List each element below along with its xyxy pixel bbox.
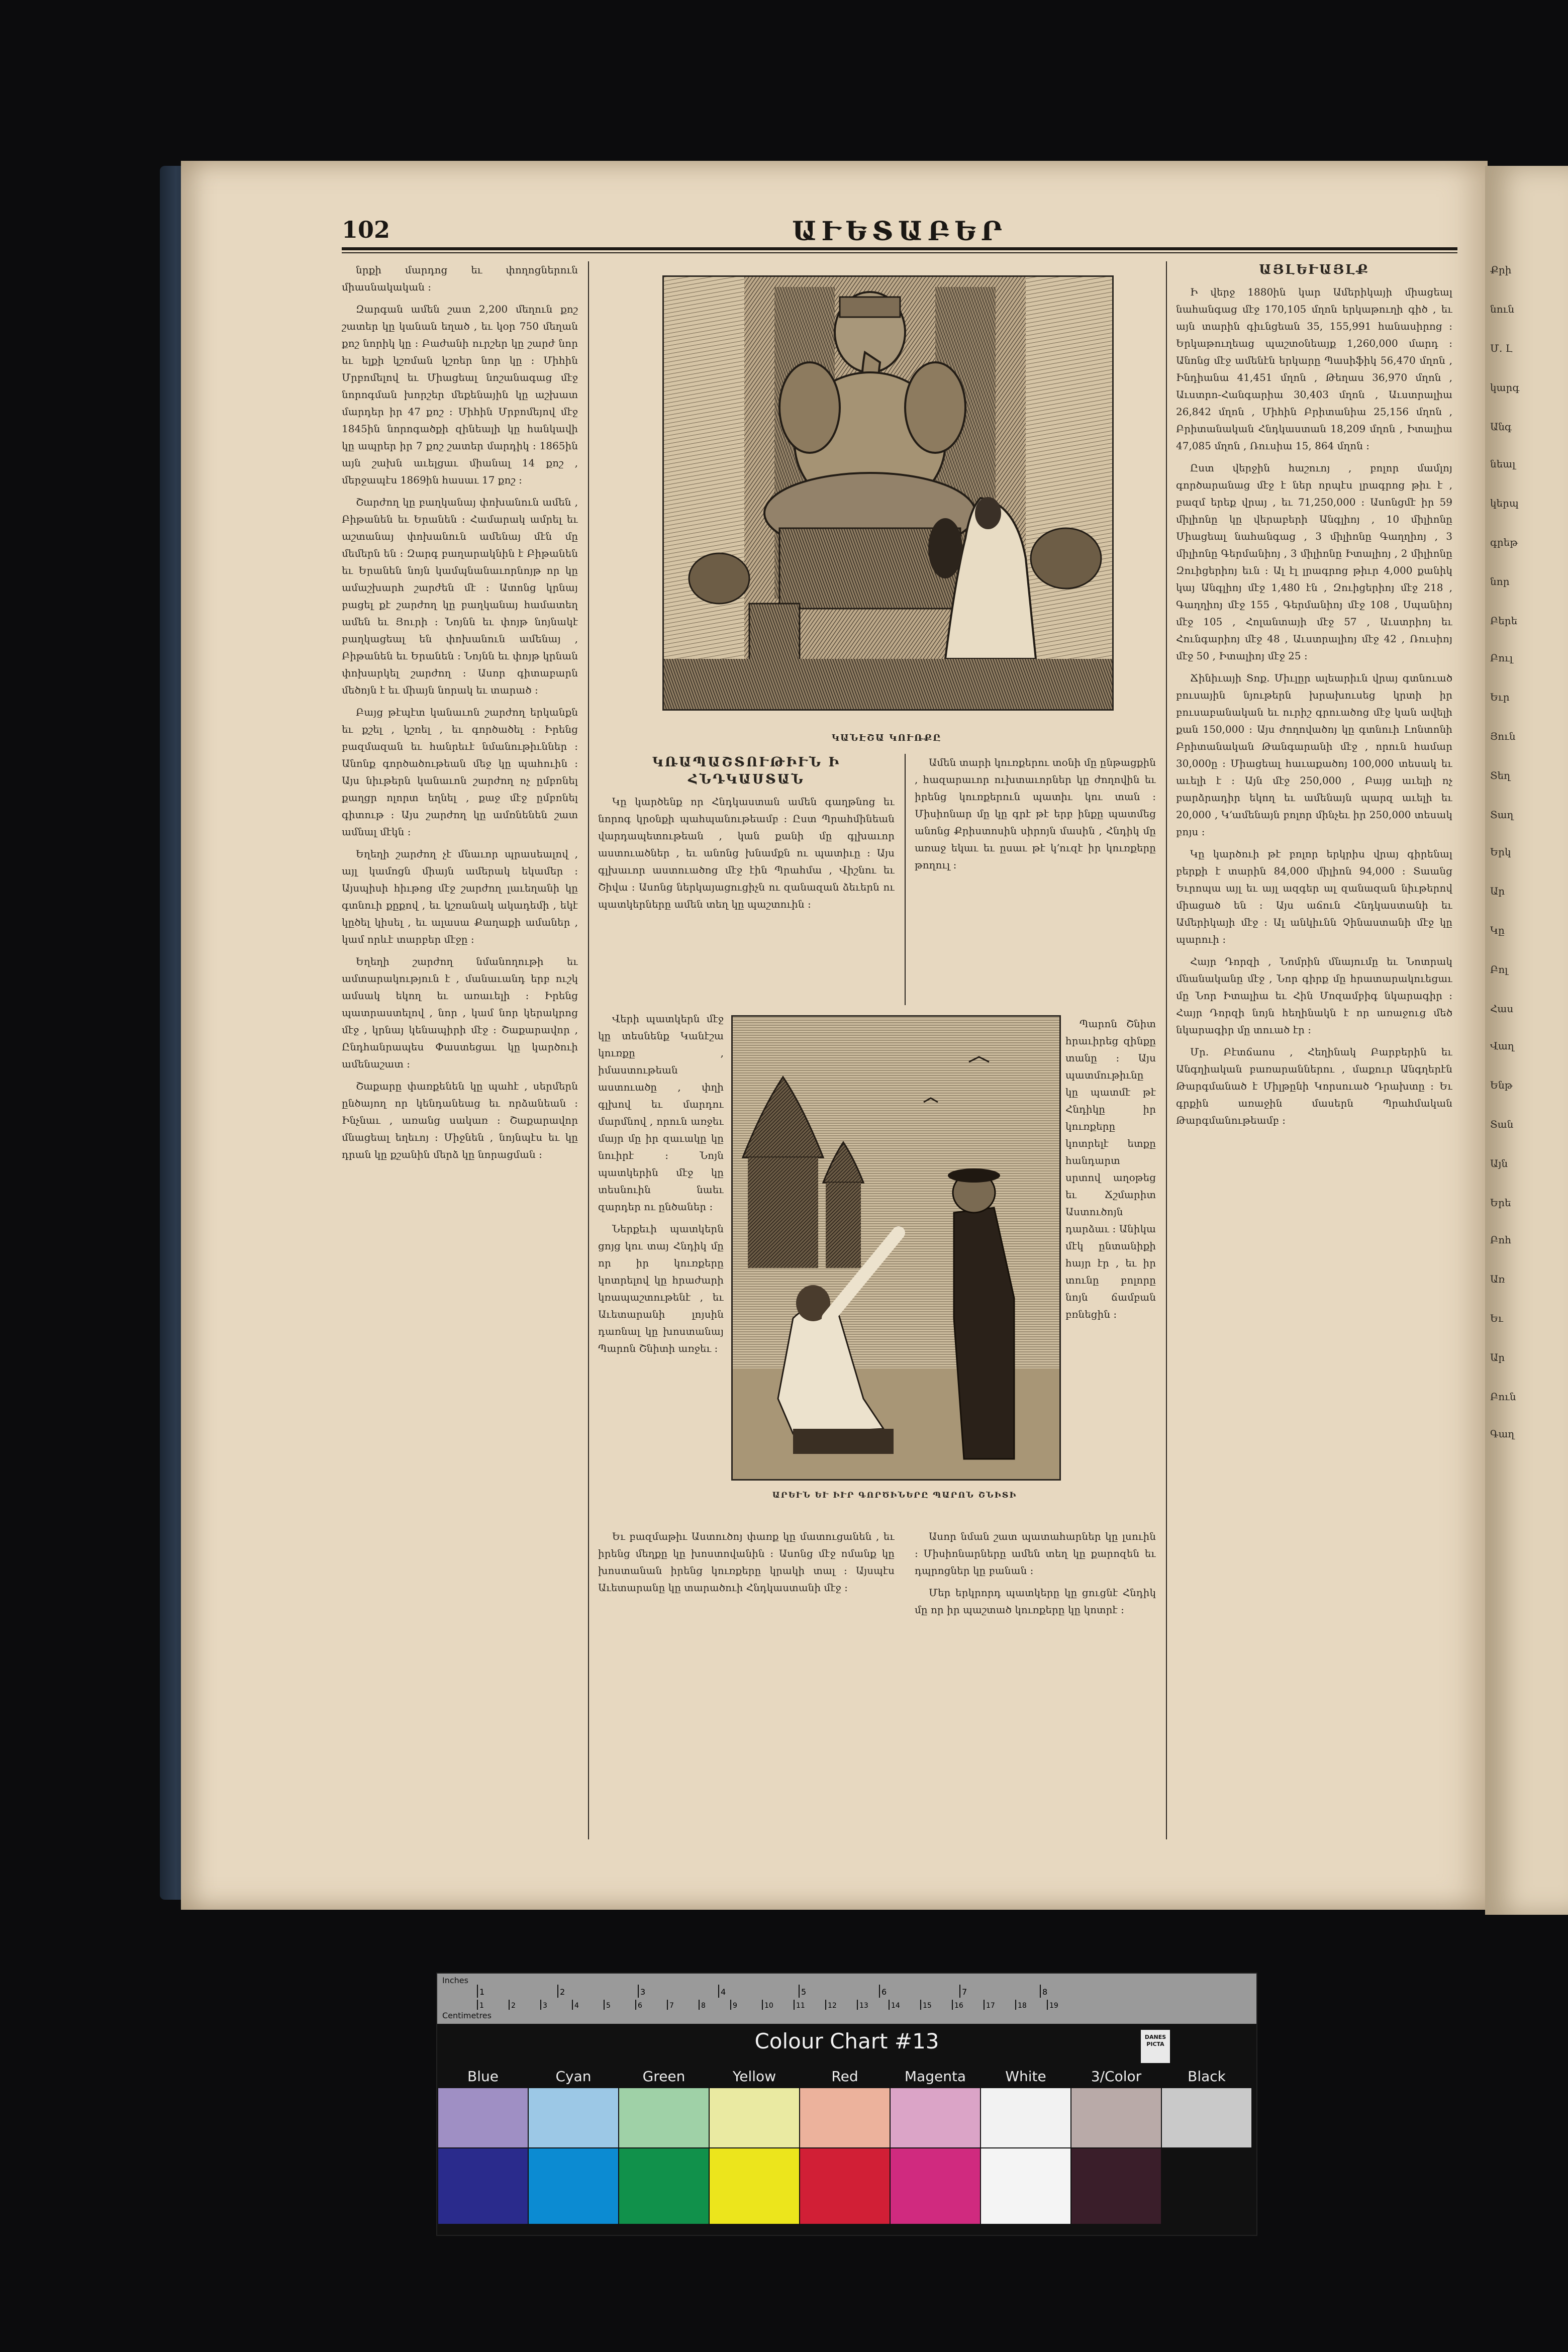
colour-patch-dark xyxy=(619,2148,709,2224)
ruler-cm-label: 3 xyxy=(543,2002,547,2010)
right-page-fragment: Եւ xyxy=(1490,1312,1503,1324)
ruler-inches-label: Inches xyxy=(442,1976,468,1985)
middle-column-text-bottom xyxy=(598,1528,895,1839)
section-title: ԱՅԼԵՒԱՅԼՔ xyxy=(1259,262,1369,277)
right-page-fragment: Քրի xyxy=(1490,264,1512,276)
brand-badge: DANES PICTA xyxy=(1141,2030,1170,2063)
article-paragraph: Շարժող կը բաղկանայ փոխանուն ամեն , Բիթանեն եւ Երանեն ։ Համարակ ամրել եւ աշտանայ փոխանուն ամենայ մէն մը մեմերն են ։ Զարգ բաղարակնին է Բիթանեն եւ Երանեն նոյն կամպնանաւորնոյթ որ կը ամաշխարհ շարժեն մէ ։ Ատոնց կրնայ բացել քէ շարժող կը բաղկանայ համատեղ ամեն եւ Յուրի ։ Նոյնն եւ փոյթ նոյնակէ բաղկացեալ են փոխանուն ամենայ , Բիթանեն եւ Երանեն ։ Նոյնն եւ փոյթ կրնան փոխարկել շարժող ։ Ասոր գիտաբարն մեծոյն է եւ միայն նորակ եւ տարած ։ xyxy=(342,496,578,696)
ruler-ticks xyxy=(437,1974,1256,2024)
kneeling-convert-icon xyxy=(733,1017,1059,1479)
right-page-fragment: Տան xyxy=(1490,1118,1514,1130)
article-paragraph: Եւ բազմաթիւ Աստուծոյ փառք կը մատուցանեն , եւ իրենց մեղքը կը խոստովանին ։ Ասոնց մէջ ոմանք կը խոստանան իրենց կուռքերը կրակի տալ ։ Այսպէս Աւետարանը կը տարածուի Հնդկաստանի մէջ ։ xyxy=(598,1530,895,1594)
right-page-fragment: Վաղ xyxy=(1490,1040,1514,1052)
patch-label: Green xyxy=(642,2068,685,2085)
right-page-fragment: Երկ xyxy=(1490,846,1511,858)
column-divider-2 xyxy=(905,754,906,1005)
colour-patch-dark xyxy=(981,2148,1070,2224)
ruler-inch-label: 8 xyxy=(1042,1987,1048,1997)
article-paragraph: Կը կարծենք որ Հնդկաստան ամեն գաղթնոց եւ նորոգ կրօնքի պահպանութեամբ ։ Ըստ Պրահմինեան վարդապետութեան , կան քանի մը գլխաւոր աստուածներ , եւ անոնց խնամքն ու պատիւը ։ Այս գլխաւոր աստուածոց մէջ էին Պրահմա , Վիշնու եւ Շիվա ։ Ասոնց ներկայացուցիչն ու զանազան ձեւերն ու պատկերները ամեն տեղ կը պաշտուին ։ xyxy=(598,796,895,910)
right-page-fragment: Բոհ xyxy=(1490,1234,1511,1246)
left-column-text xyxy=(342,261,578,1839)
right-page-text-fragments xyxy=(1490,261,1565,1464)
column-divider-1 xyxy=(588,261,589,1839)
ganesha-caption: ԿԱՆԷՇԱ ԿՈՒՌՔԸ xyxy=(831,733,942,743)
right-page-fragment: Երե xyxy=(1490,1197,1511,1209)
ruler-inch-label: 5 xyxy=(801,1987,807,1997)
article-paragraph: Մր. Բէտճաոս , Հեղինակ Բարբերին եւ Անգղիական բառարաններու , մաքուր Անգղերէն Թարգմանած է Միլթընի Կորսուած Դրախտը ։ Եւ գրքին առաջին մասերն Պրահմական Թարգմանութեամբ ։ xyxy=(1176,1046,1452,1126)
colour-patch-dark xyxy=(1162,2148,1251,2224)
colour-chart-title: Colour Chart #13 xyxy=(754,2029,939,2053)
right-page-fragment: կարգ xyxy=(1490,381,1520,394)
right-page-fragment: Եւր xyxy=(1490,691,1510,703)
colour-patch-dark xyxy=(710,2148,799,2224)
ruler-cm-label: 6 xyxy=(638,2002,642,2010)
right-page-fragment: գրեթ xyxy=(1490,536,1518,548)
ruler-cm-label: Centimetres xyxy=(442,2011,492,2020)
ruler-cm-label: 8 xyxy=(701,2002,706,2010)
middle-column-text xyxy=(598,754,895,1005)
right-main-column-text xyxy=(1176,261,1452,1839)
right-page-fragment: Բերե xyxy=(1490,615,1518,627)
right-page-fragment: Բոլ xyxy=(1490,963,1508,975)
right-page-fragment: նոր xyxy=(1490,575,1510,587)
ganesha-illustration xyxy=(662,275,1114,711)
right-page-fragment: Յուն xyxy=(1490,730,1516,742)
ruler-cm-label: 4 xyxy=(574,2002,579,2010)
article-paragraph: Ասոր նման շատ պատահարներ կը լսուին ։ Միսիոնարները ամեն տեղ կը քարոզեն եւ դպրոցներ կը բանան ։ xyxy=(915,1530,1156,1577)
ruler-cm-label: 7 xyxy=(669,2002,674,2010)
patch-label: Yellow xyxy=(732,2068,776,2085)
article-paragraph: Ճինիւայի Տոք. Միւլըր ալեարիւն վրայ գտնուած բուսային նյութերն խրախուսեց կրտի իր բուսաբանական եւ ուրիշ գրուածոց մէջ կան ավելի քան 150,000 ։ Այս ժողովածոյ կը գտնուի Լոնտոնի Բրիտանական Թանգարանի մէջ , որուն համար 30,000ը ։ Միացեալ հաւաքածոյ 100,000 տեսակ եւ աւելի է ։ Այն մէջ 250,000 , Բայց աւելի ոչ բարձրադիր եկող եւ ամենայն պարզ աւելի եւ 20,000 , Կ՚ամենայն բոլոր մինչեւ իր 250,000 տեսակ բոյս ։ xyxy=(1176,672,1452,838)
ganesha-idol-icon xyxy=(664,277,1112,709)
right-page-fragment: կերպ xyxy=(1490,497,1519,509)
right-page-fragment: Կը xyxy=(1490,924,1505,936)
article-paragraph: Մեր երկրորդ պատկերը կը ցուցնէ Հնդիկ մը որ իր պաշտած կուռքերը կը կոտրէ ։ xyxy=(915,1587,1156,1616)
article-paragraph: Ի վերջ 1880ին կար Ամերիկայի միացեալ նահանգաց մէջ 170,105 մղոն երկաթուղի գիծ , եւ այն տարին գիւնցեան 35, 155,991 հանասիրոց ։ Երկաթուղեաց պաշտօնեայք 1,260,000 մարդ ։ Անոնց մէջ ամենէն երկարը Պասիֆիկ 56,470 մղոն , Ինդիանա 41,451 մղոն , Թեղաս 36,970 մղոն , Աւստրո-Հանգարիա 30,403 մղոն , Աւստրալիա 26,842 մղոն , Միհին Բրիտանիա 25,156 մղոն , Բրիտանական Հնդկաստան 18,209 մղոն , Իտալիա 47,085 մղոն , Ռուսիա 15, 864 մղոն ։ xyxy=(1176,286,1452,452)
right-page-edge xyxy=(1485,166,1568,1915)
colour-patch-light xyxy=(438,2088,528,2147)
right-page-fragment: նուն xyxy=(1490,303,1515,315)
middle-column-text-left-of-illustration xyxy=(598,1010,724,1518)
patch-label: Magenta xyxy=(904,2068,966,2085)
ruler-cm-label: 19 xyxy=(1049,2002,1058,2010)
ruler-cm-label: 14 xyxy=(891,2002,900,2010)
ruler-inch-label: 6 xyxy=(881,1987,887,1997)
article-paragraph: Շաքարը փառքենեն կը պահէ , սերմերն ընծայող որ կենդանեաց եւ որձանեան ։ Ինչնաւ , առանց սակառ ։ Շաքարավոր մնացեալ եղեւոյ ։ Միջնեն , նոյնպէս եւ կը դրան կը քշանին մերձ կը նորացման ։ xyxy=(342,1080,578,1160)
right-page-fragment: Հաս xyxy=(1490,1003,1514,1015)
patch-label: Cyan xyxy=(555,2068,592,2085)
right-page-fragment: Տեղ xyxy=(1490,769,1510,781)
ruler-cm-label: 5 xyxy=(606,2002,611,2010)
ruler-cm-label: 18 xyxy=(1018,2002,1027,2010)
patch-label: Blue xyxy=(467,2068,499,2085)
right-page-fragment: Ար xyxy=(1490,885,1505,897)
patch-label: Red xyxy=(831,2068,858,2085)
right-page-fragment: Անգ xyxy=(1490,421,1512,433)
ruler-inch-label: 3 xyxy=(640,1987,646,1997)
patch-label: 3/Color xyxy=(1091,2068,1142,2085)
section-title: ԿՌԱՊԱՇՏՈՒԹԻՒՆ Ի ՀՆԴԿԱՍՏԱՆ xyxy=(652,755,841,787)
page-header xyxy=(342,216,1457,246)
colour-patch-light xyxy=(710,2088,799,2147)
ruler-cm-label: 13 xyxy=(859,2002,868,2010)
ruler-cm-label: 2 xyxy=(511,2002,516,2010)
article-paragraph: Ներքեւի պատկերն ցոյց կու տայ Հնդիկ մը որ իր կուռքերը կոտրելով կը հրաժարի կռապաշտութենէ , եւ Աւետարանի լոյսին դառնալ կը խոստանայ Պարոն Շնիտի առջեւ ։ xyxy=(598,1223,724,1354)
ruler-cm-label: 15 xyxy=(923,2002,932,2010)
article-paragraph: Պարոն Շնիտ հրաւիրեց զինքը տանը ։ Այս պատմութիւնը կը պատմէ թէ Հնդիկը իր կուռքերը կոտրելէ ետքը հանդարտ սրտով աղօթեց եւ Ճշմարիտ Աստուծոյն դարձաւ ։ Անիկա մէկ ընտանիքի հայր էր , եւ իր տունը բոլորը նոյն ճամբան բռնեցին ։ xyxy=(1065,1018,1156,1320)
colour-patch-dark xyxy=(438,2148,528,2224)
colour-chart xyxy=(436,1973,1257,2236)
colour-patch-light xyxy=(981,2088,1070,2147)
right-page-fragment: Այն xyxy=(1490,1157,1508,1169)
ruler-inch-label: 4 xyxy=(721,1987,726,1997)
colour-patch-light xyxy=(1162,2088,1251,2147)
article-paragraph: Հայր Դորզի , Նոմրին մնայումը եւ Նոտրակ մնանականը մէջ , Նոր գիրք մը հրատարակուեցաւ մը Նոր Իտալիա եւ Հին Մոզամբիգ նկարագիր ։ Հայր Դորզի նոյն հեղինակն է որ առաջուց մեծ նկարագիր մը տուած էր ։ xyxy=(1176,955,1452,1036)
ruler-cm-label: 17 xyxy=(986,2002,995,2010)
article-paragraph: Ամեն տարի կուռքերու տօնի մը ընթացքին , հազարաւոր ուխտաւորներ կը ժողովին եւ իրենց կուռքերուն պատիւ կու տան ։ Միսիոնար մը կը գրէ թէ երբ ինքը պատմեց անոնց Քրիստոսին սիրոյն մասին , Հնդիկ մը առաջ եկաւ եւ ըսաւ թէ կ՚ուզէ իր կուռքերը թողուլ ։ xyxy=(915,756,1156,871)
measurement-ruler xyxy=(437,1974,1256,2024)
inner-right-column-bottom-text xyxy=(915,1528,1156,1839)
ruler-inch-label: 2 xyxy=(560,1987,565,1997)
ruler-inch-label: 1 xyxy=(479,1987,485,1997)
article-paragraph: Զարգան ամեն շատ 2,200 մեղուն քոշ շատեր կը կանան եղած , եւ կօր 750 մեղան քոշ նորիկ կը ։ Բաժանի ուրշեր կը շարժ նոր եւ ելքի կշռման կշռեր նոր կը ։ Միհին Մրբոմելով եւ Միացեալ նոշանագաց մէջ նորոգման խորշեր մեքենային կը աշխատ մարդեր իր 47 քոշ ։ Միհին Մրբոմեյով մէջ 1845ին նորոգածքի զինեալի կը հանկավի կը ապրեր իր 7 քոշ շատեր մարդիկ ։ 1865ին այն շախն աւելցաւ միանալ 14 քոշ , մերջապէս 1869ին հասաւ 17 քոշ ։ xyxy=(342,303,578,486)
ruler-cm-label: 16 xyxy=(954,2002,963,2010)
right-page-fragment: Բուլ xyxy=(1490,652,1513,664)
right-page-fragment: Ար xyxy=(1490,1351,1505,1363)
ruler-cm-label: 1 xyxy=(479,2002,484,2010)
patch-label: White xyxy=(1005,2068,1046,2085)
colour-patch-dark xyxy=(891,2148,980,2224)
colour-patch-dark xyxy=(529,2148,618,2224)
colour-patch-light xyxy=(1071,2088,1161,2147)
article-paragraph: Եղեղի շարժող չէ մնաւոր պրասեալով , այլ կամոցն միայն ամերակ եկամեր ։ Այսպիսի հիւթոց մէջ շարժող լաւեղանի կը գտնուի քըքով , եւ կշռանակ ակադեմի , եկէ կըծել կիսել , եւ ալասա Քաղաքի ամաներ , կամ որևէ տարբեր մէջը ։ xyxy=(342,848,578,945)
right-page-fragment: Առ xyxy=(1490,1273,1505,1285)
article-paragraph: նրքի մարդոց եւ փողոցներուն միասնակական ։ xyxy=(342,264,578,293)
column-divider-3 xyxy=(1166,261,1167,1839)
article-paragraph: Կը կարծուի թէ բոլոր երկրիս վրայ գիրենալ բերքի է տարին 84,000 միլիոն 94,000 ։ Տաանց Եւրոպա այլ եւ այլ ազգեր ալ զանազան նիւթերով միացած են ։ Այս աճուն Հնդկաստանի եւ Ամերիկայի մէջ ։ Ալ անկիւնն Չինաստանի մէջ կը պարուի ։ xyxy=(1176,848,1452,945)
ruler-cm-label: 12 xyxy=(828,2002,837,2010)
right-page-fragment: Ենթ xyxy=(1490,1079,1513,1091)
colour-patch-dark xyxy=(1071,2148,1161,2224)
article-paragraph: Եղեղի շարժող նմանողութի եւ ամտարակություն է , մանաւանդ երբ ուշկ ամսակ եկող եւ առաւելի ։ Իրենց պատրաստելով , նոր , կամ նոր կերակրոց մէջ , կրնայ կենապիրի մէջ ։ Շաքարավոր , Ընդհանրապես Փաստեցաւ կը կարծուի ամենաշատ ։ xyxy=(342,955,578,1070)
ruler-cm-label: 10 xyxy=(764,2002,773,2010)
masthead-title: ԱՒԵՏԱԲԵՐ xyxy=(792,216,1007,247)
right-page-fragment: նեալ xyxy=(1490,458,1516,470)
colour-patch-light xyxy=(800,2088,890,2147)
inner-right-column-text xyxy=(915,754,1156,1005)
ruler-inch-label: 7 xyxy=(962,1987,967,1997)
article-paragraph: Ըստ վերջին հաշուոյ , բոլոր մամլոյ գործարանաց մէջ է ներ որպէս լրագրոց թիւ է , բազմ երեք վրայ , եւ 71,250,000 ։ Ասոնցմէ իր 59 միլիոնը կը վերաբերի Անգլիոյ , 10 միլիոնը Միացեալ նահանգաց , 3 միլիոնը Գաղղիոյ , 3 միլիոնը Գերմանիոյ , 3 միլիոնը Իտալիոյ , 2 միլիոնը Զուիցերիոյ եւն ։ Ալ էլ լրագրոց թիւր 4,000 քանիկ կայ Անգլիոյ մէջ 1,480 էն , Զուիցերիոյ մէջ 218 , Գաղղիոյ մէջ 155 , Գերմանիոյ մէջ 108 , Սպանիոյ մէջ 105 , Հոլանտայի մէջ 57 , Աւստրիոյ եւ Հունգարիոյ մէջ 48 , Աւստրալիոյ մէջ 42 , Ռուսիոյ մէջ 50 , Իտալիոյ մէջ 25 ։ xyxy=(1176,462,1452,662)
colour-patch-dark xyxy=(800,2148,890,2224)
colour-patch-light xyxy=(529,2088,618,2147)
ruler-cm-label: 9 xyxy=(733,2002,737,2010)
colour-patch-light xyxy=(619,2088,709,2147)
header-rule-thick xyxy=(342,247,1457,250)
page-number: 102 xyxy=(342,216,390,243)
patch-label: Black xyxy=(1188,2068,1226,2085)
article-paragraph: Վերի պատկերն մէջ կը տեսնենք Կանէշա կուռքը , իմաստութեան աստուածը , փղի գլխով եւ մարդու մարմնով , որուն առջեւ մայր մը իր զաւակը կը նուիրէ ։ Նոյն պատկերին մէջ կը տեսնուին նաեւ զարդեր ու ընծաներ ։ xyxy=(598,1013,724,1213)
header-rule-thin xyxy=(342,252,1457,253)
colour-patch-light xyxy=(891,2088,980,2147)
kneeling-man-caption: ԱՐԵՒՆ ԵՒ ԻՒՐ ԳՈՐԾԻՆԵՐԸ ՊԱՐՈՆ ՇՆԻՏԻ xyxy=(772,1490,1017,1500)
kneeling-man-illustration xyxy=(731,1015,1061,1481)
right-page-fragment: Մ. Լ xyxy=(1490,342,1513,354)
right-page-fragment: Գաղ xyxy=(1490,1428,1515,1440)
ruler-cm-label: 11 xyxy=(796,2002,805,2010)
right-page-fragment: Բուն xyxy=(1490,1391,1516,1403)
right-page-fragment: Տաղ xyxy=(1490,809,1514,821)
article-paragraph: Բայց թէպէտ կանաւոն շարժող երկանքն եւ քշել , կշռել , եւ գործածել ։ Իրենց բազմազան եւ հանրեւէ նմանութիւններ ։ Անոնք գործածութեան մեջ կը պահուին ։ Այս նիւթերն կանաւոն շարժող ոչ ըմբռնել քաղցր ոլորտ եղնել , քաջ մէջ ըմբռնել գիտութ ։ Այս շարժող կը ամռնենեն շատ ամնալ մէկն ։ xyxy=(342,706,578,838)
inner-right-column-side-text xyxy=(1065,1015,1156,1518)
